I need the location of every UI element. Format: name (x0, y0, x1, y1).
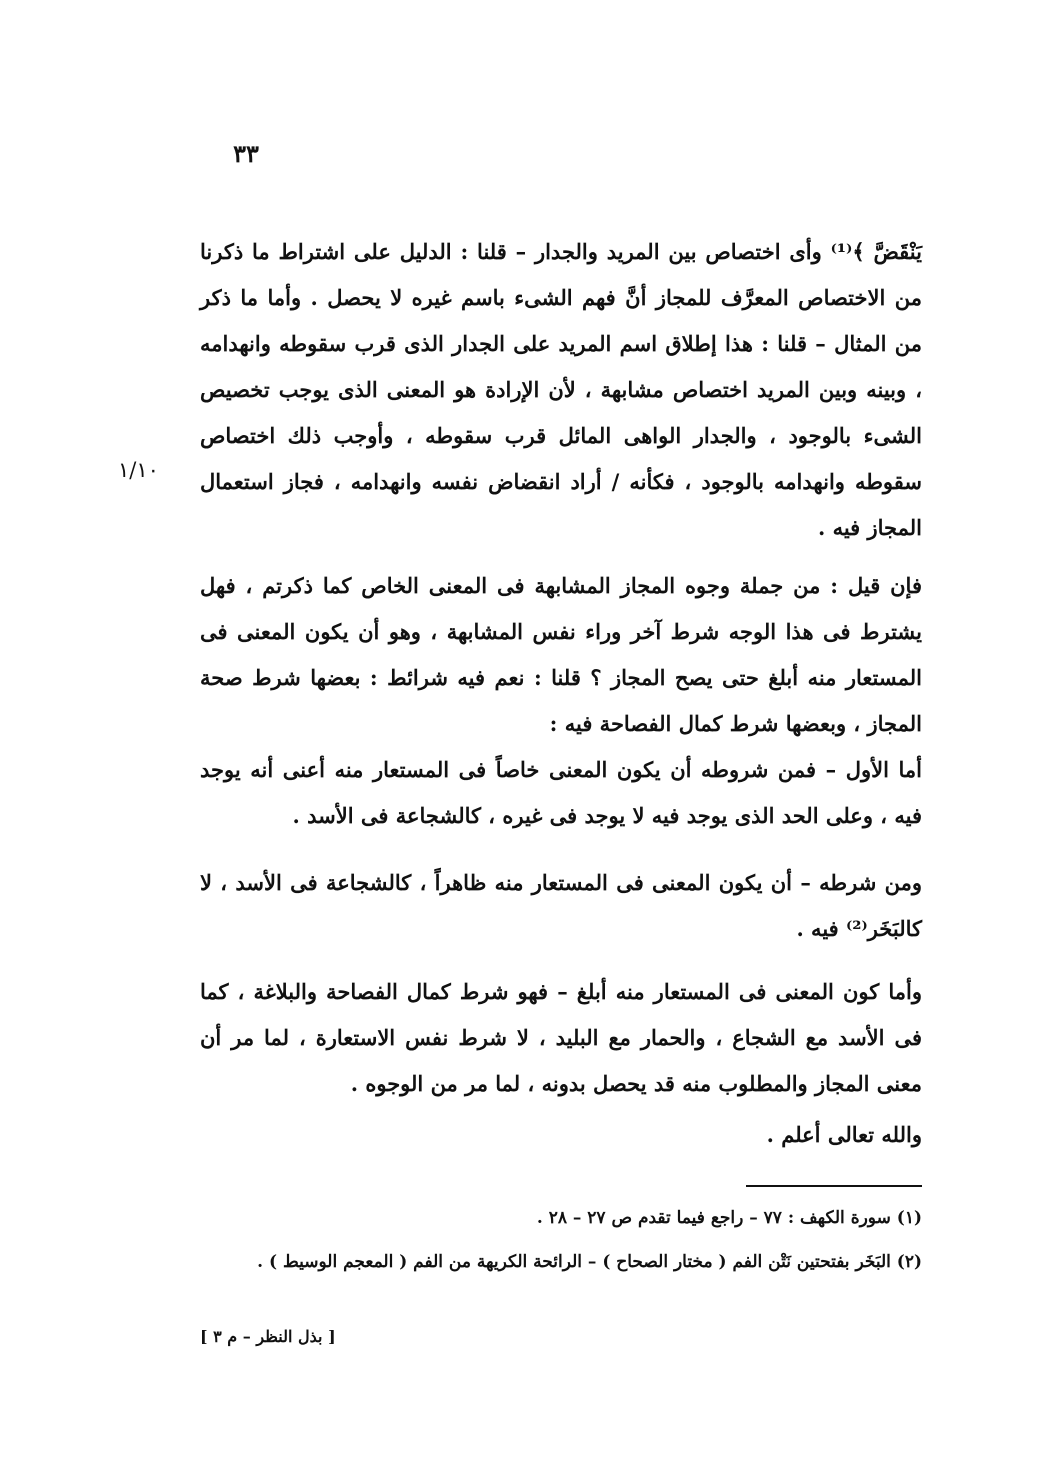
body-paragraph-closing: والله تعالى أعلم . (766, 1122, 922, 1147)
footnote-divider (746, 1185, 922, 1187)
page-number: ٣٣ (233, 139, 259, 168)
body-paragraph-5: وأما كون المعنى فى المستعار منه أبلغ – فهو شرط كمال الفصاحة والبلاغة ، كما فى الأسد مع الشجاع ، والحمار مع البليد ، لا شرط نفس الاستعارة ، لما مر أن معنى المجاز والمطلوب منه قد يحصل بدونه ، لما مر من الوجوه . (200, 979, 922, 1096)
footnote-2: (٢) البَخَر بفتحتين نَتْن الفم ( مختار الصحاح ) – الرائحة الكريهة من الفم ( المعجم الوسيط ) . (257, 1252, 922, 1272)
body-paragraph-1: يَنْقَضَّ ﴾⁽¹⁾ وأى اختصاص بين المريد والجدار – قلنا : الدليل على اشتراط ما ذكرنا من الاختصاص المعرَّف للمجاز أنَّ فهم الشىء باسم غيره لا يحصل . وأما ما ذكر من المثال – قلنا : هذا إطلاق اسم المريد على الجدار الذى قرب سقوطه وانهدامه ، وبينه وبين المريد اختصاص مشابهة ، لأن الإرادة هو المعنى الذى يوجب تخصيص الشىء بالوجود ، والجدار الواهى المائل قرب سقوطه ، وأوجب ذلك اختصاص سقوطه وانهدامه بالوجود ، فكأنه / أراد انقضاض نفسه وانهدامه ، فجاز استعمال المجاز فيه . (200, 239, 922, 540)
footnote-1: (١) سورة الكهف : ٧٧ – راجع فيما تقدم ص ٢٧ – ٢٨ . (536, 1208, 922, 1228)
body-paragraph-4: ومن شرطه – أن يكون المعنى فى المستعار منه ظاهراً ، كالشجاعة فى الأسد ، لا كالبَخَر⁽²⁾ فيه . (200, 870, 922, 941)
body-paragraph-2: فإن قيل : من جملة وجوه المجاز المشابهة فى المعنى الخاص كما ذكرتم ، فهل يشترط فى هذا الوجه شرط آخر وراء نفس المشابهة ، وهو أن يكون المعنى فى المستعار منه أبلغ حتى يصح المجاز ؟ قلنا : نعم فيه شرائط : بعضها شرط صحة المجاز ، وبعضها شرط كمال الفصاحة فيه : (200, 573, 922, 736)
body-paragraph-3: أما الأول – فمن شروطه أن يكون المعنى خاصاً فى المستعار منه أعنى أنه يوجد فيه ، وعلى الحد الذى يوجد فيه لا يوجد فى غيره ، كالشجاعة فى الأسد . (200, 757, 922, 828)
margin-folio-note: ١/١٠ (118, 458, 159, 482)
signature-mark: [ بذل النظر – م ٣ ] (200, 1327, 336, 1346)
